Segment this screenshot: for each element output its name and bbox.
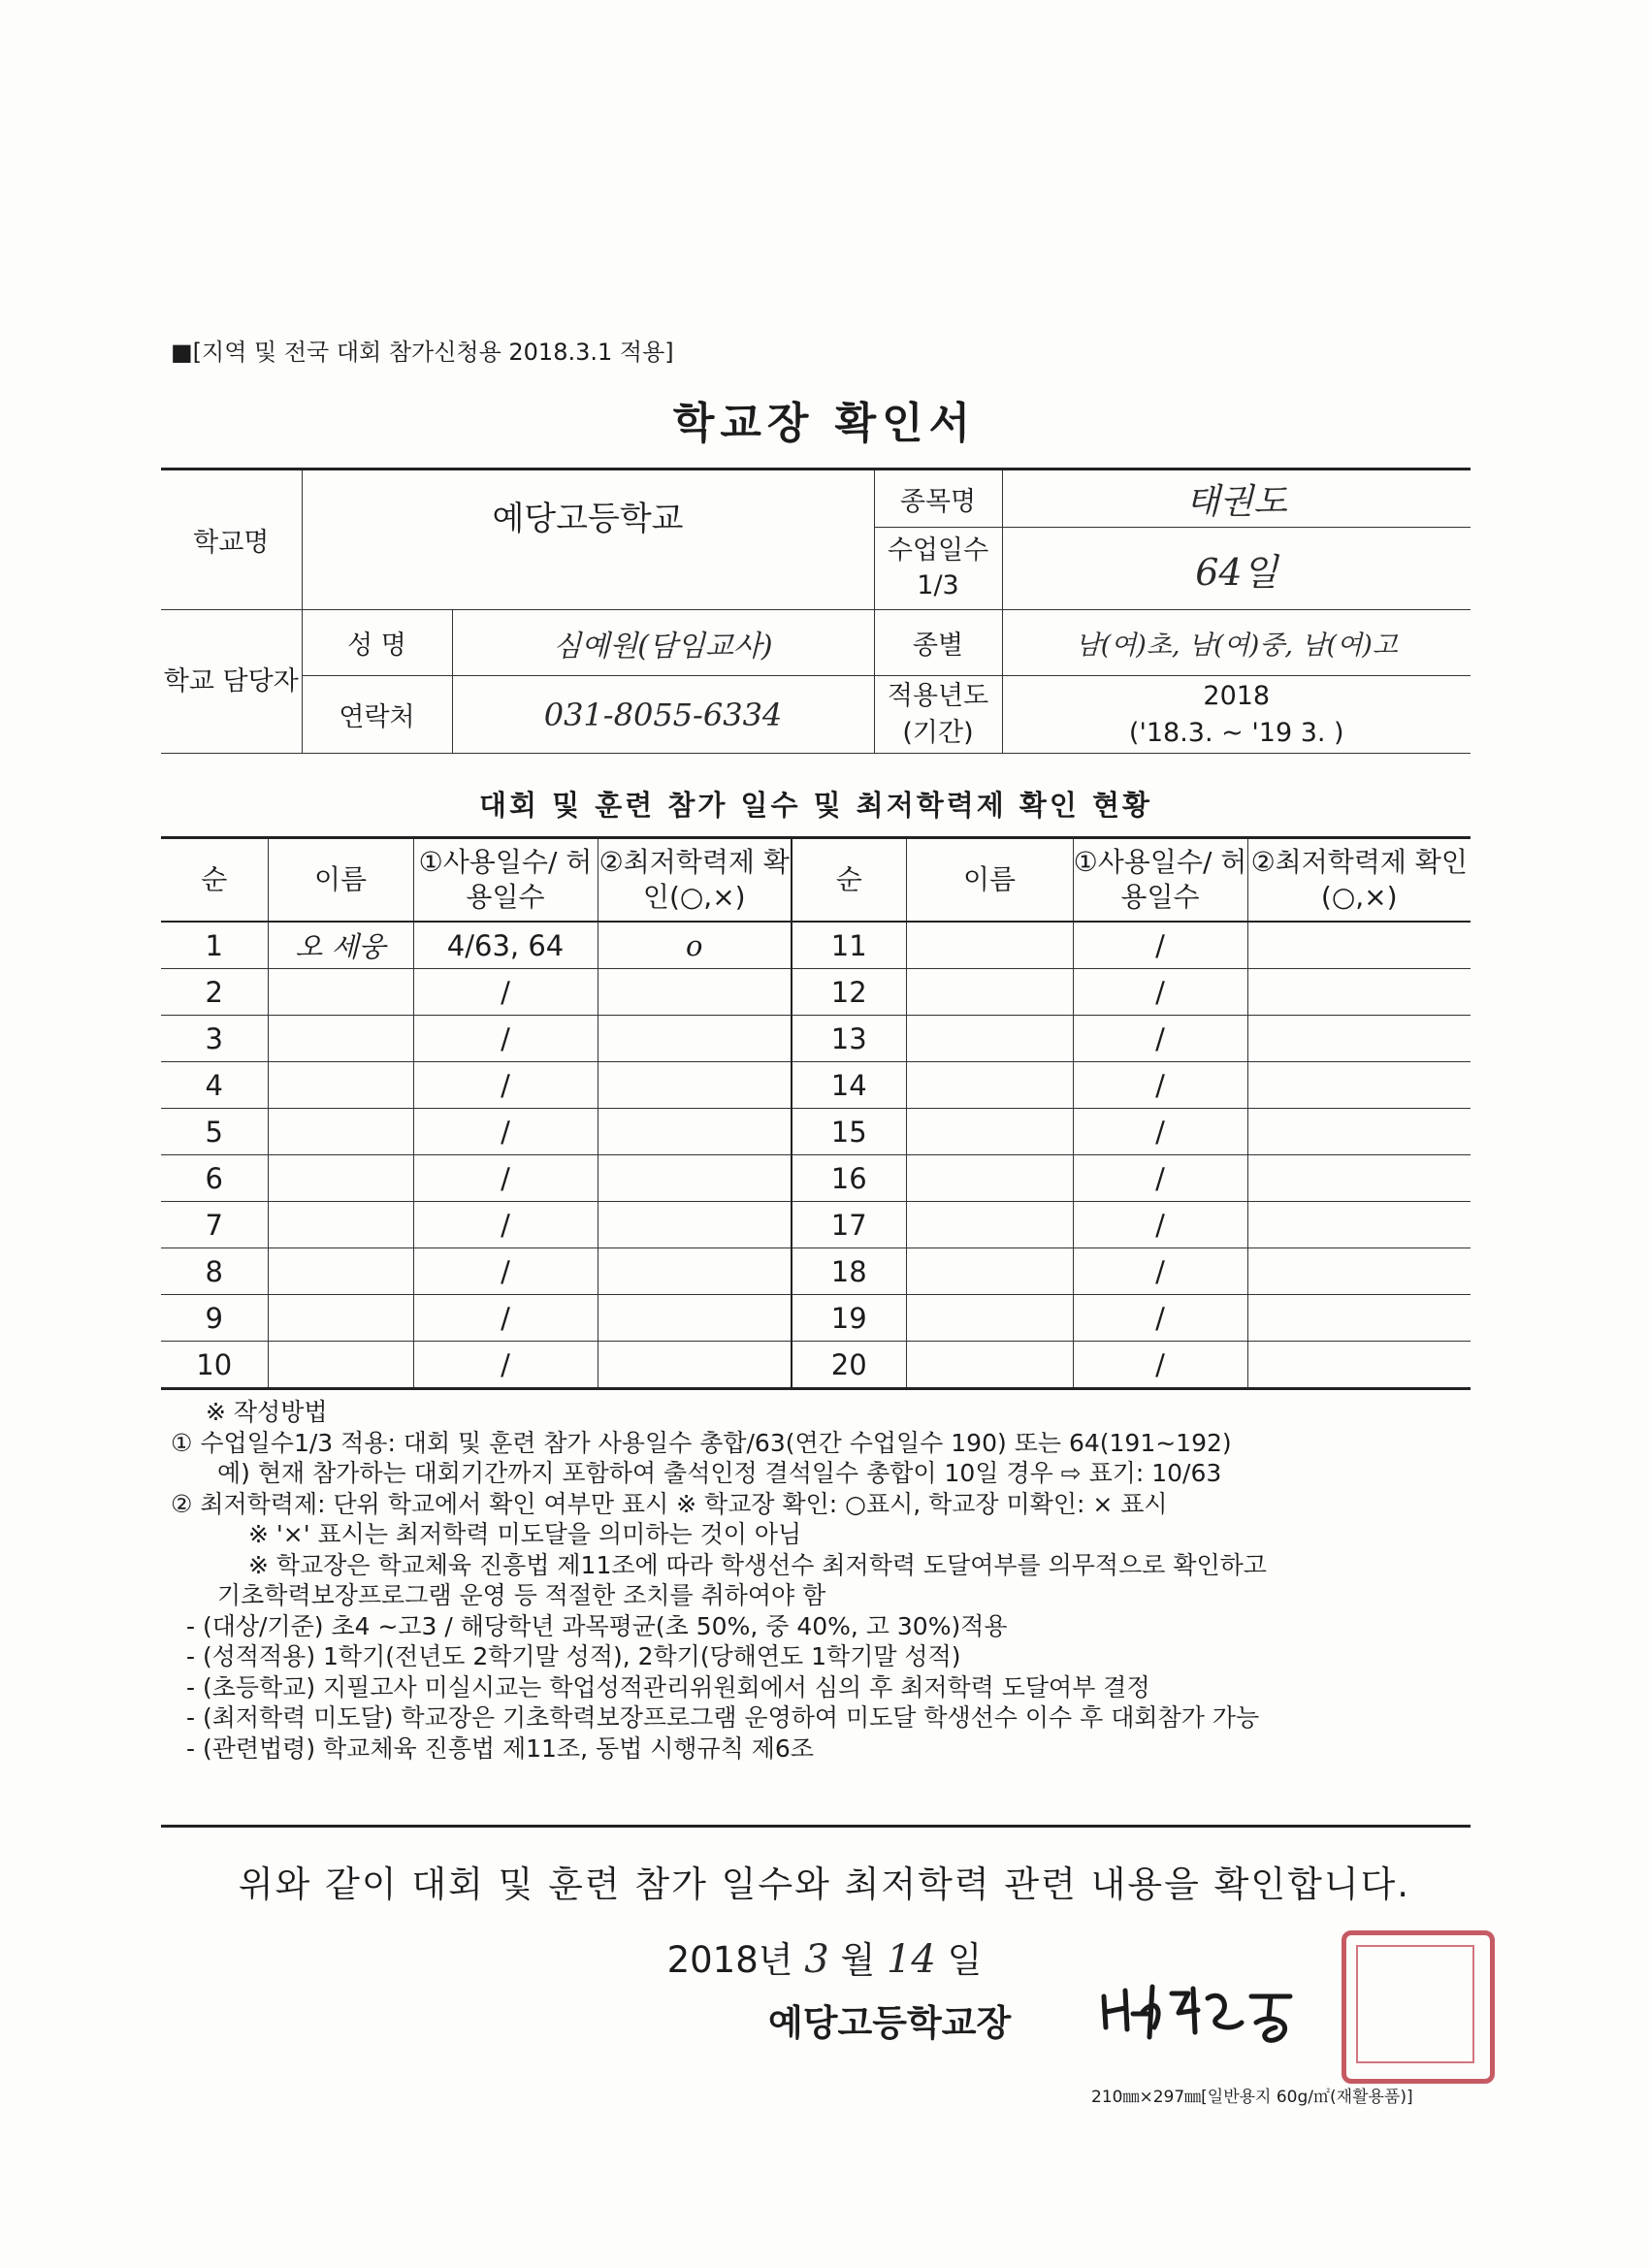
academic-check xyxy=(1247,1342,1471,1389)
contact-value: 031-8055-6334 xyxy=(452,676,874,754)
student-name xyxy=(268,1155,413,1202)
row-number: 5 xyxy=(161,1109,268,1155)
days-used: 4/63, 64 xyxy=(413,922,598,969)
participation-table xyxy=(161,836,1471,1390)
type-value: 남(여)초, 남(여)중, 남(여)고 xyxy=(1002,610,1471,676)
detail-5: - (관련법령) 학교체육 진흥법 제11조, 동법 시행규칙 제6조 xyxy=(186,1733,814,1763)
header-no: 순 xyxy=(161,838,268,923)
seal-inner-border xyxy=(1356,1945,1474,2063)
student-name xyxy=(268,1342,413,1389)
academic-check xyxy=(1247,1295,1471,1342)
academic-check xyxy=(1247,1202,1471,1248)
header-days-2: ①사용일수/ 허용일수 xyxy=(1073,838,1247,923)
table-row xyxy=(161,1295,1471,1342)
academic-check xyxy=(1247,1248,1471,1295)
days-used: / xyxy=(1073,922,1247,969)
student-name xyxy=(906,969,1073,1016)
table-row xyxy=(161,1342,1471,1389)
row-number: 18 xyxy=(792,1248,906,1295)
academic-check xyxy=(1247,1109,1471,1155)
date-day-unit: 일 xyxy=(947,1939,983,1981)
student-name xyxy=(906,1062,1073,1109)
student-name xyxy=(906,1248,1073,1295)
row-number: 13 xyxy=(792,1016,906,1062)
academic-check xyxy=(598,1016,792,1062)
header-check-2: ②최저학력제 확인(○,×) xyxy=(1247,838,1471,923)
sport-value: 태권도 xyxy=(1002,470,1471,528)
header-days: ①사용일수/ 허용일수 xyxy=(413,838,598,923)
row-number: 4 xyxy=(161,1062,268,1109)
note-1: ① 수업일수1/3 적용: 대회 및 훈련 참가 사용일수 총합/63(연간 수업일수 190) 또는 64(191~192) xyxy=(171,1428,1232,1457)
header-name: 이름 xyxy=(268,838,413,923)
academic-check xyxy=(598,1248,792,1295)
student-name xyxy=(906,1342,1073,1389)
days-used: / xyxy=(1073,1016,1247,1062)
row-number: 6 xyxy=(161,1155,268,1202)
row-number: 9 xyxy=(161,1295,268,1342)
date-day: 14 xyxy=(886,1937,936,1982)
document-title: 학교장 확인서 xyxy=(672,399,977,448)
row-number: 1 xyxy=(161,922,268,969)
row-number: 10 xyxy=(161,1342,268,1389)
student-name xyxy=(906,1155,1073,1202)
student-name xyxy=(906,1016,1073,1062)
school-value: 예당고등학교 xyxy=(302,470,874,610)
row-number: 8 xyxy=(161,1248,268,1295)
sport-label: 종목명 xyxy=(874,470,1002,528)
academic-check xyxy=(1247,1016,1471,1062)
days-used: / xyxy=(413,1109,598,1155)
row-number: 16 xyxy=(792,1155,906,1202)
manager-label: 학교 담당자 xyxy=(161,610,302,754)
academic-check xyxy=(598,1342,792,1389)
days-used: / xyxy=(413,1062,598,1109)
detail-4: - (최저학력 미도달) 학교장은 기초학력보장프로그램 운영하여 미도달 학생선수 이수 후 대회참가 가능 xyxy=(186,1703,1260,1732)
principal-title: 예당고등학교장 xyxy=(768,2002,1012,2044)
school-seal xyxy=(1342,1930,1495,2084)
days-used: / xyxy=(413,969,598,1016)
divider xyxy=(161,1825,1471,1828)
days-used: / xyxy=(413,1016,598,1062)
table-row xyxy=(161,969,1471,1016)
row-number: 7 xyxy=(161,1202,268,1248)
row-number: 3 xyxy=(161,1016,268,1062)
table-row xyxy=(161,1062,1471,1109)
confirmation-text: 위와 같이 대회 및 훈련 참가 일수와 최저학력 관련 내용을 확인합니다. xyxy=(238,1863,1411,1905)
year-label: 적용년도 (기간) xyxy=(874,676,1002,754)
days-used: / xyxy=(413,1342,598,1389)
academic-check xyxy=(598,1295,792,1342)
days-used: / xyxy=(1073,1155,1247,1202)
days-used: / xyxy=(413,1155,598,1202)
table-row xyxy=(161,1202,1471,1248)
academic-check xyxy=(598,1062,792,1109)
row-number: 19 xyxy=(792,1295,906,1342)
period-value: ('18.3. ~ '19 3. ) xyxy=(1128,717,1344,748)
name-value: 심예원(담임교사) xyxy=(452,610,874,676)
student-name: 오 세웅 xyxy=(268,922,413,969)
days-used: / xyxy=(413,1248,598,1295)
academic-check xyxy=(1247,922,1471,969)
form-version-note: ■[지역 및 전국 대회 참가신청용 2018.3.1 적용] xyxy=(171,339,674,366)
student-name xyxy=(268,969,413,1016)
academic-check: o xyxy=(598,922,792,969)
days-used: / xyxy=(1073,1295,1247,1342)
academic-check xyxy=(1247,1062,1471,1109)
days-used: / xyxy=(413,1295,598,1342)
table-row xyxy=(161,1109,1471,1155)
name-label: 성 명 xyxy=(302,610,452,676)
academic-check xyxy=(1247,1155,1471,1202)
school-label: 학교명 xyxy=(161,470,302,610)
date-month-unit: 월 xyxy=(840,1939,876,1981)
row-number: 11 xyxy=(792,922,906,969)
table-row xyxy=(161,1016,1471,1062)
days-used: / xyxy=(1073,969,1247,1016)
days-used: / xyxy=(1073,1342,1247,1389)
header-check: ②최저학력제 확인(○,×) xyxy=(598,838,792,923)
section-title: 대회 및 훈련 참가 일수 및 최저학력제 확인 현황 xyxy=(478,789,1153,822)
table-row xyxy=(161,922,1471,969)
student-name xyxy=(906,1109,1073,1155)
detail-1: - (대상/기준) 초4 ~고3 / 해당학년 과목평균(초 50%, 중 40%, 고 30%)적용 xyxy=(186,1611,1008,1640)
academic-check xyxy=(598,1202,792,1248)
note-2: ② 최저학력제: 단위 학교에서 확인 여부만 표시 ※ 학교장 확인: ○표시, 학교장 미확인: × 표시 xyxy=(171,1489,1168,1518)
class-days-value: 64일 xyxy=(1002,528,1471,610)
principal-signature xyxy=(1096,1979,1314,2049)
student-name xyxy=(268,1202,413,1248)
academic-check xyxy=(598,969,792,1016)
detail-3: - (초등학교) 지필고사 미실시교는 학업성적관리위원회에서 심의 후 최저학력 도달여부 결정 xyxy=(186,1672,1150,1701)
writing-instructions xyxy=(171,1397,1471,1764)
contact-label: 연락처 xyxy=(302,676,452,754)
info-table xyxy=(161,468,1471,754)
student-name xyxy=(906,922,1073,969)
note-1-example: 예) 현재 참가하는 대회기간까지 포함하여 출석인정 결석일수 총합이 10일 경우 ⇨ 표기: 10/63 xyxy=(217,1459,1222,1487)
student-name xyxy=(268,1016,413,1062)
note-2-a: ※ '×' 표시는 최저학력 미도달을 의미하는 것이 아님 xyxy=(248,1520,802,1548)
row-number: 15 xyxy=(792,1109,906,1155)
row-number: 2 xyxy=(161,969,268,1016)
days-used: / xyxy=(413,1202,598,1248)
row-number: 17 xyxy=(792,1202,906,1248)
note-2-b: ※ 학교장은 학교체육 진흥법 제11조에 따라 학생선수 최저학력 도달여부를 의무적으로 확인하고 xyxy=(248,1550,1267,1579)
detail-2: - (성적적용) 1학기(전년도 2학기말 성적), 2학기(당해연도 1학기말 성적) xyxy=(186,1642,961,1670)
table-row xyxy=(161,1248,1471,1295)
type-label: 종별 xyxy=(874,610,1002,676)
student-name xyxy=(906,1202,1073,1248)
student-name xyxy=(268,1109,413,1155)
class-days-label: 수업일수 1/3 xyxy=(874,528,1002,610)
row-number: 12 xyxy=(792,969,906,1016)
student-name xyxy=(268,1062,413,1109)
row-number: 20 xyxy=(792,1342,906,1389)
days-used: / xyxy=(1073,1109,1247,1155)
date-year: 2018년 xyxy=(666,1939,793,1981)
days-used: / xyxy=(1073,1248,1247,1295)
academic-check xyxy=(598,1109,792,1155)
year-value: 2018 xyxy=(1203,680,1271,711)
table-row xyxy=(161,1155,1471,1202)
student-name xyxy=(906,1295,1073,1342)
student-name xyxy=(268,1248,413,1295)
header-name-2: 이름 xyxy=(906,838,1073,923)
note-2-b-cont: 기초학력보장프로그램 운영 등 적절한 조치를 취하여야 함 xyxy=(217,1581,826,1609)
notes-heading: ※ 작성방법 xyxy=(206,1398,328,1426)
academic-check xyxy=(598,1155,792,1202)
header-no-2: 순 xyxy=(792,838,906,923)
row-number: 14 xyxy=(792,1062,906,1109)
paper-spec-footer: 210㎜×297㎜[일반용지 60g/㎡(재활용품)] xyxy=(1091,2088,1413,2107)
date-month: 3 xyxy=(804,1937,829,1982)
academic-check xyxy=(1247,969,1471,1016)
days-used: / xyxy=(1073,1202,1247,1248)
student-name xyxy=(268,1295,413,1342)
days-used: / xyxy=(1073,1062,1247,1109)
